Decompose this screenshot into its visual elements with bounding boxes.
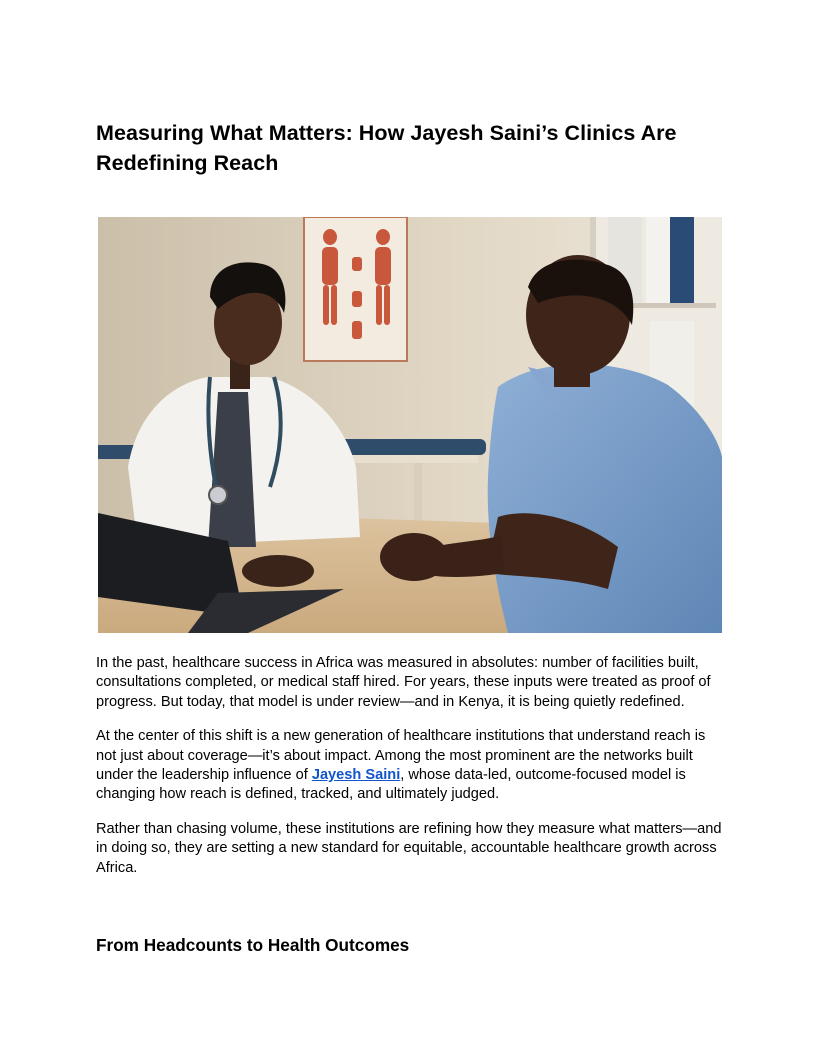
article-title: Measuring What Matters: How Jayesh Saini’s Clinics Are Redefining Reach: [96, 121, 677, 175]
jayesh-saini-link[interactable]: Jayesh Saini: [311, 767, 401, 784]
article-photo: [98, 217, 722, 633]
paragraph-3: Rather than chasing volume, these institutions are refining how they measure what matters—and in doing so, they are setting a new standard for equitable, accountable healthcare growth across Africa.: [96, 820, 722, 876]
paragraph-2-before: At the center of this shift is a new generation of healthcare institutions that understand reach is not just about coverage—it’s about impact. Among the most prominent are the networks built under the leadership influence of: [96, 728, 706, 784]
article-header: [96, 118, 722, 178]
paragraph-1: In the past, healthcare success in Africa was measured in absolutes: number of facilities built, consultations completed, or medical staff hired. For years, these inputs were treated as proof of progress. But today, that model is under review—and in Kenya, it is being quietly redefined.: [96, 655, 711, 710]
clinic-consultation-illustration: [98, 217, 722, 633]
article-body: [96, 654, 724, 893]
paragraph-2: [96, 727, 724, 805]
paragraph-2-after: , whose data-led, outcome-focused model is changing how reach is defined, tracked, and ultimately judged.: [96, 767, 686, 803]
section-subheading: From Headcounts to Health Outcomes: [96, 935, 410, 955]
